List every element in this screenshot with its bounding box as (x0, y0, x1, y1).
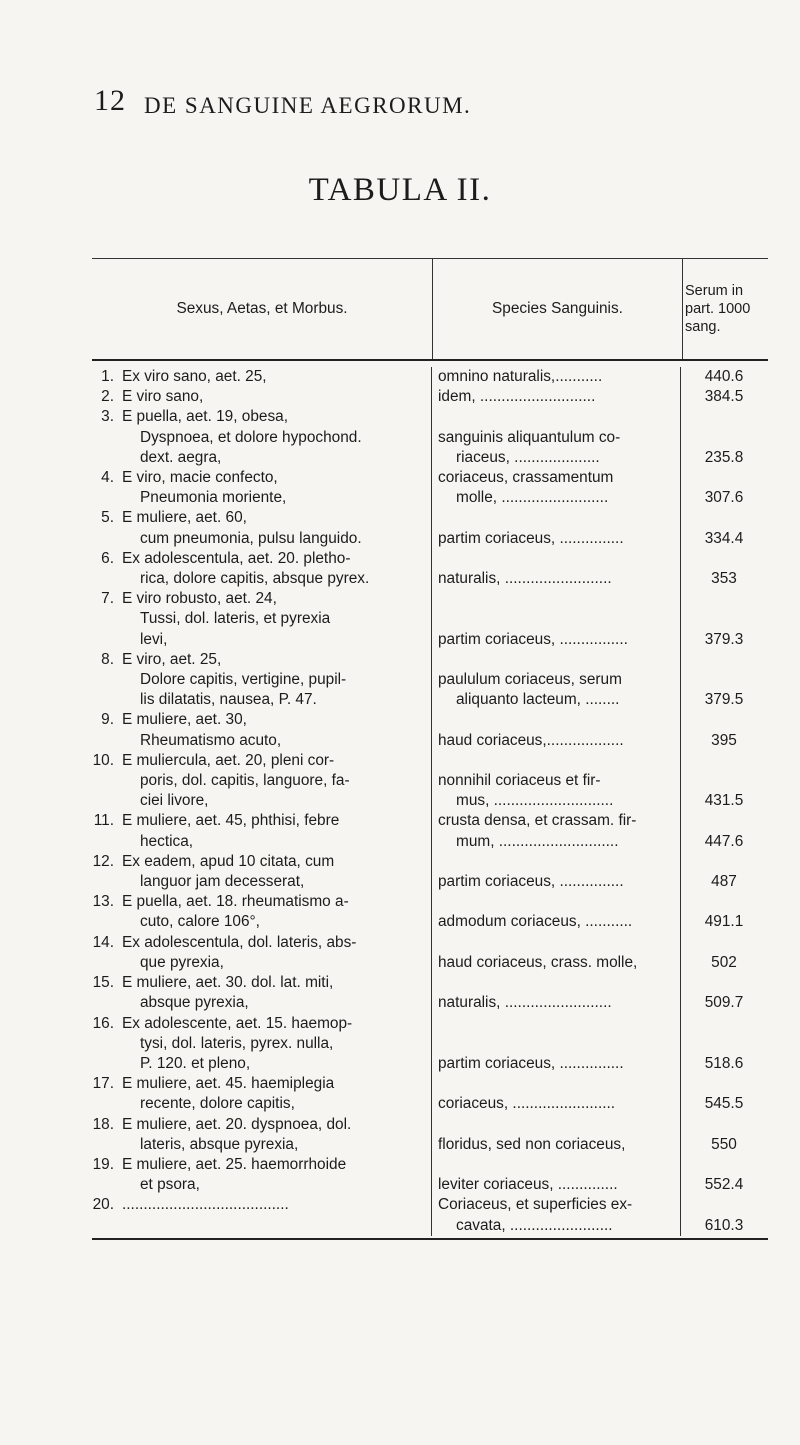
table-title: TABULA II. (308, 172, 492, 208)
morbus-line: absque pyrexia, (140, 994, 249, 1012)
serum-value: 491.1 (704, 913, 744, 931)
cell-species (432, 468, 681, 508)
species-line: aliquanto lacteum, ........ (456, 691, 620, 709)
cell-serum (681, 751, 767, 812)
table-row (92, 549, 768, 589)
cell-morbus (92, 811, 432, 851)
table-header (92, 258, 768, 361)
morbus-line: E viro, aet. 25, (122, 650, 222, 668)
cell-morbus (92, 1014, 432, 1075)
row-number: 11. (93, 812, 114, 830)
cell-species (432, 751, 681, 812)
row-number: 16. (92, 1014, 114, 1032)
morbus-line: E viro, macie confecto, (122, 469, 278, 487)
morbus-line: ....................................... (122, 1196, 289, 1214)
morbus-line: Ex adolescentula, aet. 20. pletho- (122, 549, 351, 567)
serum-value: 235.8 (704, 448, 744, 466)
morbus-line: lis dilatatis, nausea, P. 47. (140, 691, 317, 709)
morbus-line: Tussi, dol. lateris, et pyrexia (140, 610, 331, 628)
species-line: mus, ............................ (456, 792, 614, 810)
row-number: 15. (92, 974, 114, 992)
morbus-line: cum pneumonia, pulsu languido. (140, 529, 362, 547)
cell-serum (681, 892, 767, 932)
morbus-line: recente, dolore capitis, (140, 1095, 295, 1113)
cell-species (432, 710, 681, 750)
running-title: DE SANGUINE AEGRORUM. (144, 93, 472, 118)
header-col-serum: Serum in part. 1000 sang. (685, 283, 751, 335)
cell-species (432, 589, 681, 650)
cell-serum (681, 1115, 767, 1155)
species-line: haud coriaceus,.................. (438, 731, 624, 749)
species-line: nonnihil coriaceus et fir- (438, 772, 601, 790)
morbus-line: Rheumatismo acuto, (140, 731, 282, 749)
cell-morbus (92, 1115, 432, 1155)
morbus-line: E muliere, aet. 45, phthisi, febre (122, 812, 340, 830)
morbus-line: Ex eadem, apud 10 citata, cum (122, 852, 335, 870)
row-number: 3. (101, 408, 114, 426)
table-row (92, 973, 768, 1013)
morbus-line: Dyspnoea, et dolore hypochond. (140, 428, 362, 446)
table-row (92, 1155, 768, 1195)
cell-serum (681, 811, 767, 851)
morbus-line: E puella, aet. 19, obesa, (122, 408, 288, 426)
species-line: cavata, ........................ (456, 1216, 613, 1234)
header-col-species: Species Sanguinis. (433, 259, 683, 359)
data-table (92, 258, 768, 1240)
serum-value: 334.4 (704, 529, 744, 547)
morbus-line: ciei livore, (140, 792, 209, 810)
cell-serum (681, 549, 767, 589)
cell-serum (681, 407, 767, 468)
table-row (92, 1195, 768, 1235)
table-body (92, 361, 768, 1240)
serum-value: 384.5 (704, 388, 744, 406)
species-line: coriaceus, ........................ (438, 1095, 616, 1113)
morbus-line: languor jam decesserat, (140, 873, 305, 891)
morbus-line: E muliere, aet. 60, (122, 509, 247, 527)
morbus-line: Dolore capitis, vertigine, pupil- (140, 671, 347, 689)
morbus-line: et psora, (140, 1176, 200, 1194)
cell-serum (681, 589, 767, 650)
species-line: molle, ......................... (456, 489, 609, 507)
cell-serum (681, 387, 767, 407)
cell-morbus (92, 751, 432, 812)
row-number: 5. (101, 509, 114, 527)
species-line: omnino naturalis,........... (438, 368, 603, 385)
row-number: 13. (92, 893, 114, 911)
serum-value: 518.6 (704, 1054, 744, 1072)
species-line: crusta densa, et crassam. fir- (438, 812, 637, 830)
cell-morbus (92, 1195, 432, 1235)
cell-species (432, 1155, 681, 1195)
table-row (92, 751, 768, 812)
cell-species (432, 549, 681, 589)
morbus-line: E muliercula, aet. 20, pleni cor- (122, 751, 335, 769)
morbus-line: Ex adolescente, aet. 15. haemop- (122, 1014, 353, 1032)
row-number: 10. (92, 751, 114, 769)
table-row (92, 367, 768, 387)
row-number: 4. (101, 469, 114, 487)
serum-value: 379.5 (704, 691, 744, 709)
serum-value: 509.7 (704, 994, 744, 1012)
cell-species (432, 973, 681, 1013)
species-line: partim coriaceus, ................ (438, 630, 628, 648)
serum-value: 487 (711, 873, 737, 891)
species-line: mum, ............................ (456, 832, 619, 850)
serum-value: 610.3 (704, 1216, 744, 1234)
table-row (92, 589, 768, 650)
morbus-line: E muliere, aet. 45. haemiplegia (122, 1075, 335, 1093)
serum-value: 502 (711, 953, 737, 971)
row-number: 12. (92, 852, 114, 870)
table-row (92, 1074, 768, 1114)
cell-species (432, 811, 681, 851)
cell-morbus (92, 407, 432, 468)
cell-morbus (92, 973, 432, 1013)
running-head (94, 84, 754, 124)
cell-morbus (92, 508, 432, 548)
serum-value: 307.6 (704, 489, 744, 507)
morbus-line: cuto, calore 106°, (140, 913, 260, 931)
morbus-line: Ex adolescentula, dol. lateris, abs- (122, 933, 357, 951)
row-number: 2. (101, 388, 114, 406)
species-line: naturalis, ......................... (438, 994, 612, 1012)
species-line: admodum coriaceus, ........... (438, 913, 633, 931)
cell-species (432, 407, 681, 468)
cell-morbus (92, 650, 432, 711)
species-line: naturalis, ......................... (438, 570, 612, 588)
row-number: 19. (92, 1155, 114, 1173)
species-line: floridus, sed non coriaceus, (438, 1135, 626, 1153)
serum-value: 447.6 (704, 832, 744, 850)
cell-species (432, 1014, 681, 1075)
morbus-line: Ex viro sano, aet. 25, (122, 368, 267, 385)
morbus-line: E viro robusto, aet. 24, (122, 590, 277, 608)
cell-serum (681, 1074, 767, 1114)
species-line: partim coriaceus, ............... (438, 1054, 624, 1072)
header-col-morbus: Sexus, Aetas, et Morbus. (92, 259, 433, 359)
species-line: sanguinis aliquantulum co- (438, 428, 621, 446)
cell-morbus (92, 1155, 432, 1195)
cell-species (432, 367, 681, 387)
cell-serum (681, 973, 767, 1013)
morbus-line: hectica, (140, 832, 194, 850)
cell-morbus (92, 387, 432, 407)
cell-serum (681, 650, 767, 711)
cell-morbus (92, 892, 432, 932)
cell-serum (681, 852, 767, 892)
cell-serum (681, 508, 767, 548)
morbus-line: E muliere, aet. 20. dyspnoea, dol. (122, 1115, 352, 1133)
row-number: 20. (92, 1196, 114, 1214)
cell-morbus (92, 710, 432, 750)
morbus-line: E muliere, aet. 30. dol. lat. miti, (122, 974, 334, 992)
row-number: 18. (92, 1115, 114, 1133)
cell-species (432, 892, 681, 932)
table-row (92, 407, 768, 468)
table-row (92, 892, 768, 932)
cell-serum (681, 1195, 767, 1235)
row-number: 9. (101, 711, 114, 729)
row-number: 6. (101, 549, 114, 567)
species-line: paululum coriaceus, serum (438, 671, 622, 689)
page-number: 12 (94, 84, 126, 117)
serum-value: 431.5 (704, 792, 744, 810)
serum-value: 353 (711, 570, 737, 588)
row-number: 8. (101, 650, 114, 668)
species-line: idem, ........................... (438, 388, 596, 406)
cell-serum (681, 468, 767, 508)
cell-morbus (92, 367, 432, 387)
morbus-line: E muliere, aet. 30, (122, 711, 247, 729)
cell-species (432, 1074, 681, 1114)
species-line: partim coriaceus, ............... (438, 873, 624, 891)
table-row (92, 468, 768, 508)
cell-species (432, 1115, 681, 1155)
table-row (92, 387, 768, 407)
cell-serum (681, 367, 767, 387)
cell-serum (681, 1155, 767, 1195)
cell-morbus (92, 933, 432, 973)
row-number: 1. (101, 368, 114, 385)
table-row (92, 1014, 768, 1075)
morbus-line: Pneumonia moriente, (140, 489, 287, 507)
cell-morbus (92, 852, 432, 892)
morbus-line: E puella, aet. 18. rheumatismo a- (122, 893, 349, 911)
table-row (92, 1115, 768, 1155)
morbus-line: P. 120. et pleno, (140, 1054, 251, 1072)
serum-value: 379.3 (704, 630, 744, 648)
cell-species (432, 508, 681, 548)
table-row (92, 933, 768, 973)
morbus-line: dext. aegra, (140, 448, 222, 466)
row-number: 14. (92, 933, 114, 951)
serum-value: 395 (711, 731, 737, 749)
row-number: 17. (92, 1075, 114, 1093)
serum-value: 550 (711, 1135, 737, 1153)
species-line: riaceus, .................... (456, 448, 600, 466)
morbus-line: lateris, absque pyrexia, (140, 1135, 299, 1153)
cell-morbus (92, 589, 432, 650)
morbus-line: levi, (140, 630, 168, 648)
cell-morbus (92, 1074, 432, 1114)
species-line: Coriaceus, et superficies ex- (438, 1196, 633, 1214)
cell-species (432, 650, 681, 711)
table-row (92, 811, 768, 851)
cell-morbus (92, 468, 432, 508)
cell-morbus (92, 549, 432, 589)
species-line: leviter coriaceus, .............. (438, 1176, 618, 1194)
species-line: partim coriaceus, ............... (438, 529, 624, 547)
morbus-line: tysi, dol. lateris, pyrex. nulla, (140, 1034, 334, 1052)
species-line: coriaceus, crassamentum (438, 469, 614, 487)
cell-serum (681, 933, 767, 973)
serum-value: 545.5 (704, 1095, 744, 1113)
table-row (92, 508, 768, 548)
morbus-line: poris, dol. capitis, languore, fa- (140, 772, 350, 790)
morbus-line: que pyrexia, (140, 953, 224, 971)
morbus-line: rica, dolore capitis, absque pyrex. (140, 570, 370, 588)
table-row (92, 852, 768, 892)
table-row (92, 650, 768, 711)
serum-value: 552.4 (704, 1176, 744, 1194)
species-line: haud coriaceus, crass. molle, (438, 953, 638, 971)
row-number: 7. (101, 590, 114, 608)
serum-value: 440.6 (704, 368, 744, 385)
table-row (92, 710, 768, 750)
cell-species (432, 387, 681, 407)
morbus-line: E viro sano, (122, 388, 204, 406)
cell-species (432, 852, 681, 892)
cell-species (432, 1195, 681, 1235)
morbus-line: E muliere, aet. 25. haemorrhoide (122, 1155, 347, 1173)
cell-serum (681, 710, 767, 750)
cell-species (432, 933, 681, 973)
cell-serum (681, 1014, 767, 1075)
